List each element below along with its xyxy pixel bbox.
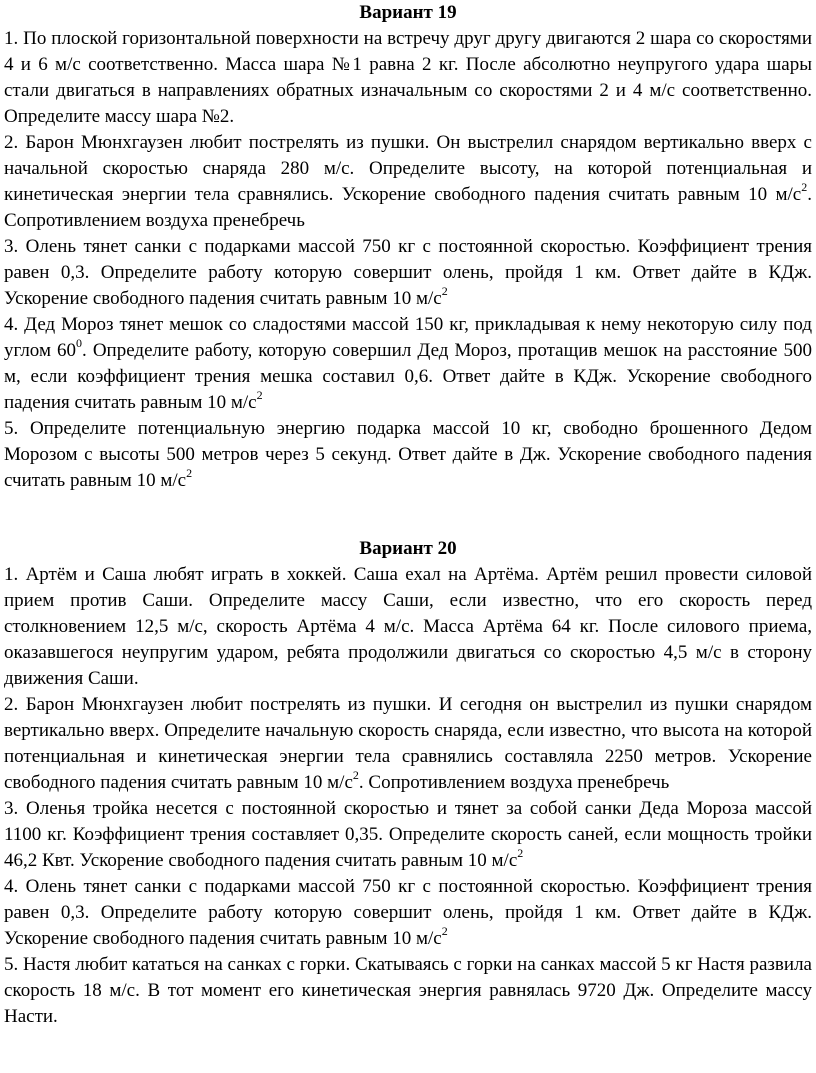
variant-20-title: Вариант 20	[359, 538, 457, 559]
variant-20-task-2	[4, 692, 812, 796]
task-text-tail: . Сопротивлением воздуха пренебречь	[358, 772, 670, 793]
task-text-tail: . Сопротивлением воздуха пренебречь	[4, 184, 812, 231]
task-text: 3. Оленья тройка несется с постоянной скоростью и тянет за собой санки Деда Мороза массой 1100 кг. Коэффициент трения составляет 0,35. Определите скорость саней, если мощность тройки 46,2 Квт. Ускорение свободного падения считать равным 10 м/с	[4, 798, 812, 871]
variant-20-task-4	[4, 874, 812, 952]
variant-19-section	[4, 0, 812, 494]
task-text-tail: . Определите работу, которую совершил Дед Мороз, протащив мешок на расстояние 500 м, если коэффициент трения мешка составил 0,6. Ответ дайте в КДж. Ускорение свободного падения считать равным 10 м/с	[4, 340, 812, 413]
task-text: 5. Определите потенциальную энергию подарка массой 10 кг, свободно брошенного Дедом Морозом с высоты 500 метров через 5 секунд. Ответ дайте в Дж. Ускорение свободного падения считать равным 10 м/с	[4, 418, 812, 491]
superscript: 0	[76, 335, 83, 350]
task-text: 4. Дед Мороз тянет мешок со сладостями массой 150 кг, прикладывая к нему некоторую силу под углом 60	[4, 314, 812, 361]
superscript: 2	[352, 767, 359, 782]
task-text: 1. Артём и Саша любят играть в хоккей. Саша ехал на Артёма. Артём решил провести силовой прием против Саши. Определите массу Саши, если известно, что его скорость перед столкновением 12,5 м/с, скорость Артёма 4 м/с. Масса Артёма 64 кг. После силового приема, оказавшегося неупругим ударом, ребята продолжили двигаться со скоростью 4,5 м/с в сторону движения Саши.	[4, 564, 812, 689]
superscript: 2	[801, 179, 808, 194]
superscript: 2	[186, 465, 193, 480]
task-text: 1. По плоской горизонтальной поверхности на встречу друг другу двигаются 2 шара со скоростями 4 и 6 м/с соответственно. Масса шара №1 равна 2 кг. После абсолютно неупругого удара шары стали двигаться в направлениях обратных изначальным со скоростями 2 и 4 м/с соответственно. Определите массу шара №2.	[4, 28, 812, 127]
variant-20-task-5	[4, 952, 812, 1030]
variant-19-task-5	[4, 416, 812, 494]
variant-20-task-1	[4, 562, 812, 692]
variant-19-title: Вариант 19	[359, 2, 457, 23]
task-text: 5. Настя любит кататься на санках с горки. Скатываясь с горки на санках массой 5 кг Настя развила скорость 18 м/с. В тот момент его кинетическая энергия равнялась 9720 Дж. Определите массу Насти.	[4, 954, 812, 1027]
variant-20-task-3	[4, 796, 812, 874]
task-text: 3. Олень тянет санки с подарками массой 750 кг с постоянной скоростью. Коэффициент трения равен 0,3. Определите работу которую совершит олень, пройдя 1 км. Ответ дайте в КДж. Ускорение свободного падения считать равным 10 м/с	[4, 236, 812, 309]
variant-19-task-2	[4, 130, 812, 234]
task-text: 2. Барон Мюнхгаузен любит пострелять из пушки. И сегодня он выстрелил из пушки снарядом вертикально вверх. Определите начальную скорость снаряда, если известно, что высота на которой потенциальная и кинетическая энергии тела сравнялись составляла 2250 метров. Ускорение свободного падения считать равным 10 м/с	[4, 694, 812, 793]
variant-19-task-3	[4, 234, 812, 312]
variant-19-task-4	[4, 312, 812, 416]
superscript: 2	[517, 845, 524, 860]
variant-19-task-1	[4, 26, 812, 130]
task-text: 4. Олень тянет санки с подарками массой 750 кг с постоянной скоростью. Коэффициент трения равен 0,3. Определите работу которую совершит олень, пройдя 1 км. Ответ дайте в КДж. Ускорение свободного падения считать равным 10 м/с	[4, 876, 812, 949]
variant-20-section	[4, 536, 812, 1030]
superscript: 2	[441, 283, 448, 298]
task-text: 2. Барон Мюнхгаузен любит пострелять из пушки. Он выстрелил снарядом вертикально вверх с начальной скоростью снаряда 280 м/с. Определите высоту, на которой потенциальная и кинетическая энергии тела сравнялись. Ускорение свободного падения считать равным 10 м/с	[4, 132, 812, 205]
superscript: 2	[441, 923, 448, 938]
superscript: 2	[256, 387, 263, 402]
